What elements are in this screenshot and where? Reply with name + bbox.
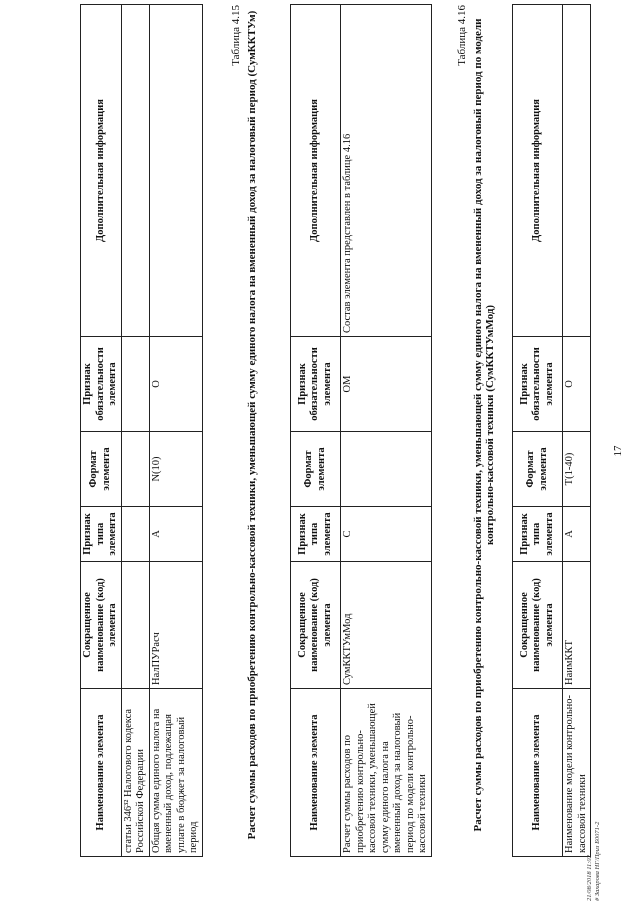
cell-format: [121, 432, 149, 507]
table-number-4-16: Таблица 4.16: [456, 5, 468, 66]
table-row: [121, 5, 149, 857]
header-info: Дополнительная информация: [291, 5, 341, 337]
cell-name: Наименование модели контрольно-кассовой техники: [563, 689, 591, 857]
cell-format: T(1-40): [563, 432, 591, 507]
cell-format: N(10): [149, 432, 202, 507]
cell-type: А: [563, 507, 591, 562]
cell-required: [121, 337, 149, 432]
cell-format: [341, 432, 432, 507]
cell-type: С: [341, 507, 432, 562]
header-required: Признак обязательности элемента: [81, 337, 122, 432]
cell-required: ОМ: [341, 337, 432, 432]
cell-type: [121, 507, 149, 562]
stamp-date: 21/08/2018 11:02: [586, 855, 593, 901]
cell-code: [121, 562, 149, 689]
header-name: Наименование элемента: [81, 689, 122, 857]
cell-required: О: [149, 337, 202, 432]
cell-required: О: [563, 337, 591, 432]
cell-code: НаимККТ: [563, 562, 591, 689]
cell-name: Расчет суммы расходов по приобретению контрольно-кассовой техники, уменьшающей сумму единого налога на вмененный доход за налоговый период по модели контрольно-кассовой техники: [341, 689, 432, 857]
table-4-16: [512, 4, 591, 857]
header-info: Дополнительная информация: [81, 5, 122, 337]
header-format: Формат элемента: [291, 432, 341, 507]
cell-type: А: [149, 507, 202, 562]
header-code: Сокращенное наименование (код) элемента: [513, 562, 563, 689]
table-number-4-15: Таблица 4.15: [230, 5, 242, 66]
table-4-15: [290, 4, 432, 857]
header-format: Формат элемента: [513, 432, 563, 507]
cell-info: [563, 5, 591, 337]
table-row: [149, 5, 202, 857]
header-type: Признак типа элемента: [513, 507, 563, 562]
header-type: Признак типа элемента: [291, 507, 341, 562]
header-name: Наименование элемента: [513, 689, 563, 857]
stamp-author: # Захарова НГ/Приз Б0071-2: [593, 821, 601, 901]
cell-info: [121, 5, 149, 337]
cell-name: статьи 346³² Налогового кодекса Российской Федерации: [121, 689, 149, 857]
header-type: Признак типа элемента: [81, 507, 122, 562]
table-caption-4-15: Расчет суммы расходов по приобретению контрольно-кассовой техники, уменьшающей сумму единого налога на вмененный доход за налоговый период (СумККТУм): [246, 10, 258, 840]
page-number: 17: [612, 445, 624, 457]
header-required: Признак обязательности элемента: [513, 337, 563, 432]
cell-info: [149, 5, 202, 337]
table-header-row: [513, 5, 563, 857]
document-stamp: [586, 731, 601, 901]
cell-name: Общая сумма единого налога на вмененный доход, подлежащая уплате в бюджет за налоговый период: [149, 689, 202, 857]
header-required: Признак обязательности элемента: [291, 337, 341, 432]
table-caption-4-16: Расчет суммы расходов по приобретению контрольно-кассовой техники, уменьшающей сумму единого налога на вмененный доход за налоговый период по модели контрольно-кассовой техники (СумККТУмМод): [472, 18, 496, 832]
header-format: Формат элемента: [81, 432, 122, 507]
table-row: [563, 5, 591, 857]
header-code: Сокращенное наименование (код) элемента: [291, 562, 341, 689]
cell-code: СумККТУмМод: [341, 562, 432, 689]
table-header-row: [81, 5, 122, 857]
cell-code: НалПУРасч: [149, 562, 202, 689]
table-row: [341, 5, 432, 857]
header-code: Сокращенное наименование (код) элемента: [81, 562, 122, 689]
cell-info: Состав элемента представлен в таблице 4.16: [341, 5, 432, 337]
table-header-row: [291, 5, 341, 857]
header-info: Дополнительная информация: [513, 5, 563, 337]
table-continuation: [80, 4, 203, 857]
header-name: Наименование элемента: [291, 689, 341, 857]
